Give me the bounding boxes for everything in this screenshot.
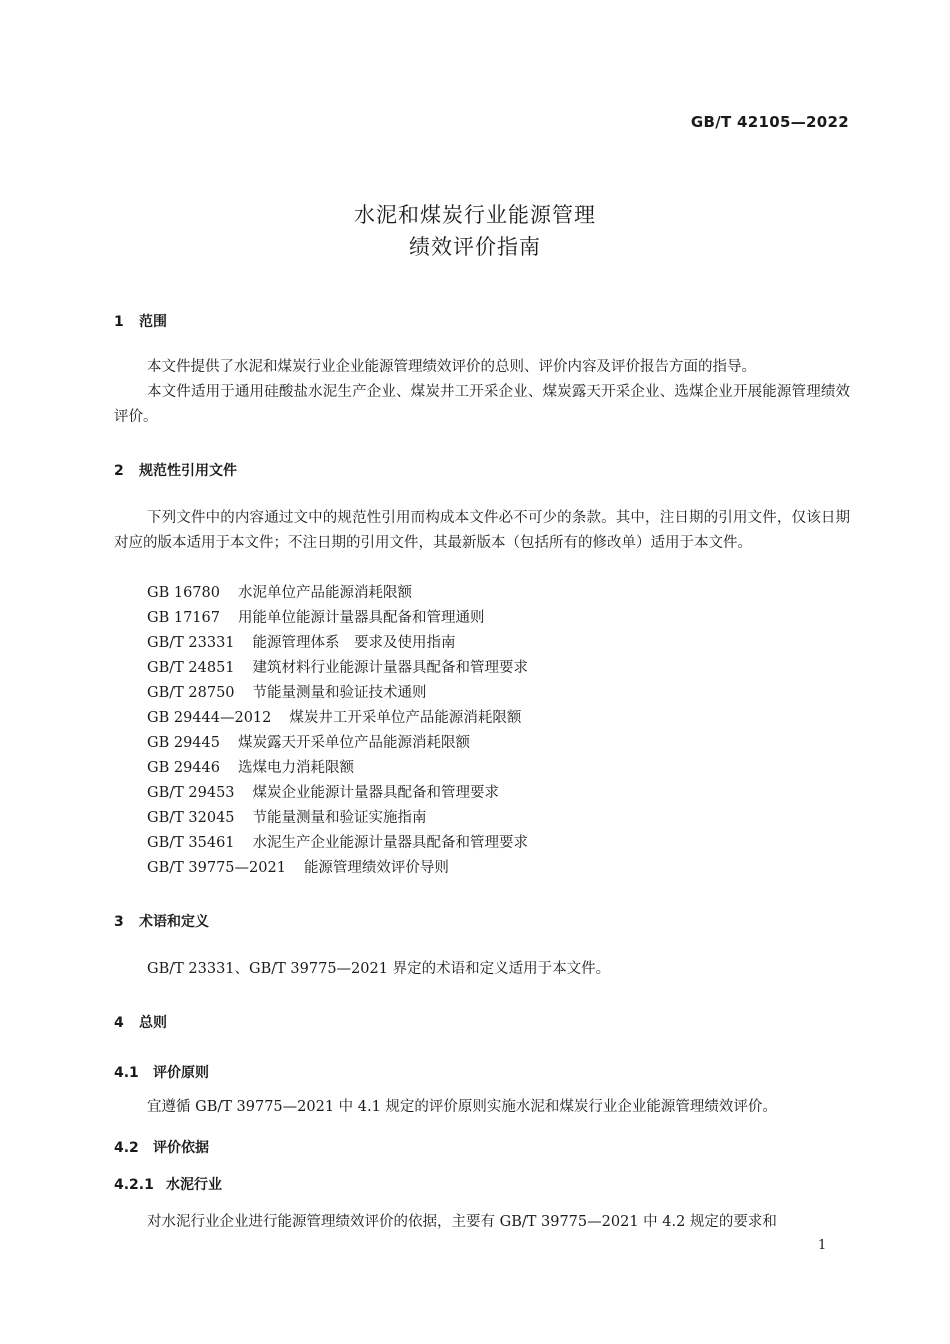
reference-title: 用能单位能源计量器具配备和管理通则 xyxy=(237,610,485,626)
reference-item xyxy=(147,681,528,706)
standard-code: GB/T 42105—2022 xyxy=(690,113,849,131)
section-title: 总则 xyxy=(139,1015,167,1031)
reference-title: 煤炭井工开采单位产品能源消耗限额 xyxy=(289,710,522,726)
reference-title: 煤炭露天开采单位产品能源消耗限额 xyxy=(237,735,470,751)
section-4-heading xyxy=(114,1012,167,1032)
section-number: 4.2.1 xyxy=(114,1177,154,1193)
reference-title: 煤炭企业能源计量器具配备和管理要求 xyxy=(252,785,500,801)
section-4-1-heading xyxy=(114,1062,209,1082)
section-number: 2 xyxy=(114,463,124,479)
reference-code: GB 17167 xyxy=(147,610,220,626)
reference-title: 节能量测量和验证实施指南 xyxy=(252,810,427,826)
section-1-heading xyxy=(114,311,167,331)
reference-title: 节能量测量和验证技术通则 xyxy=(252,685,427,701)
reference-code: GB/T 32045 xyxy=(147,810,235,826)
reference-title: 选煤电力消耗限额 xyxy=(237,760,354,776)
section-4-2-heading xyxy=(114,1137,209,1157)
section-title: 评价原则 xyxy=(153,1065,209,1081)
section-4-2-1-heading xyxy=(114,1174,222,1194)
reference-item xyxy=(147,781,528,806)
section-1-paragraph-2: 本文件适用于通用硅酸盐水泥生产企业、煤炭井工开采企业、煤炭露天开采企业、选煤企业开展能源管理绩效评价。 xyxy=(114,384,850,425)
section-2-heading xyxy=(114,460,237,480)
reference-item xyxy=(147,831,528,856)
document-title-line-2: 绩效评价指南 xyxy=(409,235,541,259)
reference-item xyxy=(147,756,528,781)
reference-item xyxy=(147,856,528,881)
reference-item xyxy=(147,706,528,731)
reference-code: GB 16780 xyxy=(147,585,220,601)
reference-title: 能源管理绩效评价导则 xyxy=(303,860,449,876)
reference-item xyxy=(147,606,528,631)
section-4-1-paragraph: 宜遵循 GB/T 39775—2021 中 4.1 规定的评价原则实施水泥和煤炭行业企业能源管理绩效评价。 xyxy=(147,1099,777,1115)
section-number: 4.1 xyxy=(114,1065,139,1081)
reference-code: GB/T 28750 xyxy=(147,685,235,701)
section-number: 1 xyxy=(114,314,124,330)
reference-title: 水泥单位产品能源消耗限额 xyxy=(237,585,412,601)
reference-title: 建筑材料行业能源计量器具配备和管理要求 xyxy=(252,660,529,676)
reference-code: GB/T 29453 xyxy=(147,785,235,801)
reference-code: GB/T 23331 xyxy=(147,635,235,651)
section-title: 评价依据 xyxy=(153,1140,209,1156)
section-2-intro: 下列文件中的内容通过文中的规范性引用而构成本文件必不可少的条款。其中，注日期的引用文件，仅该日期对应的版本适用于本文件；不注日期的引用文件，其最新版本（包括所有的修改单）适用于本文件。 xyxy=(114,510,850,551)
page-number: 1 xyxy=(818,1238,827,1253)
section-title: 规范性引用文件 xyxy=(139,463,237,479)
section-title: 范围 xyxy=(139,314,167,330)
reference-title: 水泥生产企业能源计量器具配备和管理要求 xyxy=(252,835,529,851)
reference-code: GB/T 35461 xyxy=(147,835,235,851)
reference-code: GB/T 24851 xyxy=(147,660,235,676)
reference-code: GB 29446 xyxy=(147,760,220,776)
section-4-2-1-paragraph: 对水泥行业企业进行能源管理绩效评价的依据，主要有 GB/T 39775—2021 中 4.2 规定的要求和 xyxy=(147,1214,777,1230)
document-title-line-1: 水泥和煤炭行业能源管理 xyxy=(354,203,596,227)
section-title: 水泥行业 xyxy=(166,1177,222,1193)
reference-code: GB 29444—2012 xyxy=(147,710,272,726)
section-3-heading xyxy=(114,911,209,931)
section-3-paragraph: GB/T 23331、GB/T 39775—2021 界定的术语和定义适用于本文件。 xyxy=(147,961,611,977)
reference-item xyxy=(147,806,528,831)
reference-code: GB/T 39775—2021 xyxy=(147,860,286,876)
section-1-paragraph-1: 本文件提供了水泥和煤炭行业企业能源管理绩效评价的总则、评价内容及评价报告方面的指导。 xyxy=(147,359,756,375)
section-title: 术语和定义 xyxy=(139,914,209,930)
reference-item xyxy=(147,631,528,656)
section-number: 3 xyxy=(114,914,124,930)
reference-item xyxy=(147,581,528,606)
section-number: 4.2 xyxy=(114,1140,139,1156)
normative-references-list xyxy=(147,581,528,881)
reference-title: 能源管理体系 要求及使用指南 xyxy=(252,635,456,651)
section-number: 4 xyxy=(114,1015,124,1031)
reference-item xyxy=(147,731,528,756)
reference-code: GB 29445 xyxy=(147,735,220,751)
reference-item xyxy=(147,656,528,681)
